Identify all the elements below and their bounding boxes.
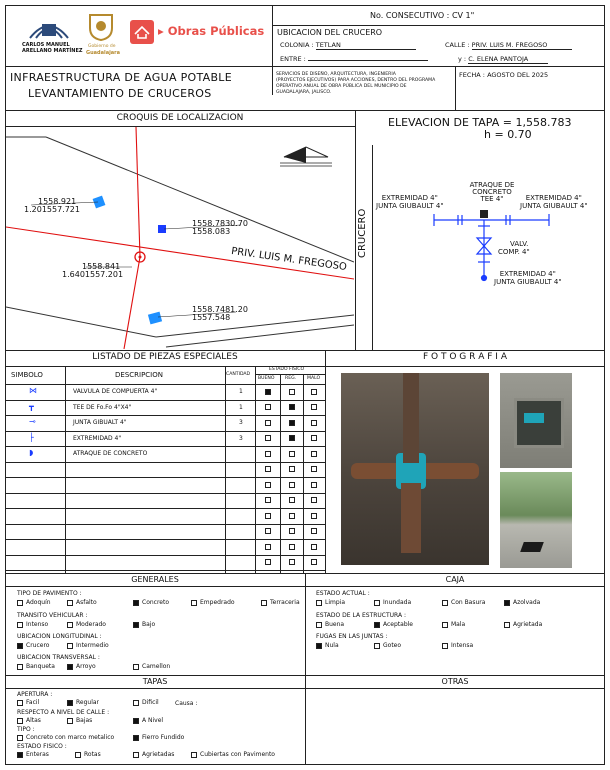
checkbox-icon[interactable] — [265, 543, 274, 550]
checkbox-icon[interactable] — [311, 497, 320, 504]
option-fierro-fundido[interactable]: Fierro Fundido — [133, 734, 184, 741]
nivel-label: RESPECTO A NIVEL DE CALLE : — [17, 709, 110, 716]
checkbox-icon[interactable] — [265, 419, 274, 426]
option-enteras[interactable]: Enteras — [17, 751, 49, 758]
checkbox-icon[interactable] — [374, 600, 380, 606]
option-banqueta[interactable]: Banqueta — [17, 663, 55, 670]
checkbox-icon[interactable] — [17, 735, 23, 741]
building-icon — [130, 20, 154, 44]
option-dificil[interactable]: Dificil — [133, 699, 159, 706]
bottom-label: EXTREMIDAD 4" JUNTA GIUBAULT 4" — [494, 270, 562, 286]
checkbox-icon[interactable] — [442, 600, 448, 606]
checkbox-icon[interactable] — [133, 664, 139, 670]
option-limpia[interactable]: Limpia — [316, 599, 345, 606]
checkbox-icon[interactable] — [289, 559, 298, 566]
pieza-cantidad: 1 — [239, 388, 243, 395]
checkbox-icon[interactable] — [265, 497, 274, 504]
photo-valve — [341, 373, 489, 565]
option-asfalto[interactable]: Asfalto — [67, 599, 97, 606]
checkbox-icon[interactable] — [133, 622, 139, 628]
option-intensa[interactable]: Intensa — [442, 642, 473, 649]
entre-field: ENTRE : — [280, 55, 428, 63]
photo-box — [500, 373, 572, 468]
checkbox-icon[interactable] — [311, 512, 320, 519]
cota-4: 1558.7481.20 1557.548 — [192, 305, 248, 322]
generales-title: GENERALES — [131, 575, 179, 584]
fecha: FECHA : AGOSTO DEL 2025 — [459, 71, 549, 79]
col-cantidad: CANTIDAD — [226, 372, 251, 377]
checkbox-icon[interactable] — [265, 559, 274, 566]
title-line2: LEVANTAMIENTO DE CRUCEROS — [28, 87, 212, 100]
checkbox-icon[interactable] — [265, 450, 274, 457]
causa-label: Causa : — [175, 700, 198, 707]
checkbox-icon[interactable] — [265, 466, 274, 473]
col-estado: ESTADO FISICO — [269, 367, 305, 372]
logo-carlos-line1: CARLOS MANUEL — [22, 42, 70, 48]
option-intenso[interactable]: Intenso — [17, 621, 48, 628]
option-cubiertas-con-pavimento[interactable]: Cubiertas con Pavimento — [191, 751, 275, 758]
checkbox-icon[interactable] — [133, 700, 139, 706]
estructura-label: ESTADO DE LA ESTRUCTURA : — [316, 612, 406, 619]
option-a-nivel[interactable]: A Nivel — [133, 717, 163, 724]
elevacion: ELEVACION DE TAPA = 1,558.783 h = 0.70 — [388, 116, 572, 141]
transito-label: TRANSITO VEHICULAR : — [17, 612, 88, 619]
croquis-title: CROQUIS DE LOCALIZACION — [116, 113, 244, 123]
checkbox-icon[interactable] — [289, 419, 298, 426]
checkbox-icon[interactable] — [75, 752, 81, 758]
pieza-cantidad: 3 — [239, 419, 243, 426]
thrust-block-icon: ◗ — [29, 448, 34, 457]
fugas-label: FUGAS EN LAS JUNTAS : — [316, 633, 388, 640]
pieza-cantidad: 3 — [239, 434, 243, 442]
actual-label: ESTADO ACTUAL : — [316, 590, 370, 597]
checkbox-icon[interactable] — [289, 497, 298, 504]
checkbox-icon[interactable] — [311, 404, 320, 411]
option-inundada[interactable]: Inundada — [374, 599, 411, 606]
piezas-table — [5, 366, 325, 573]
checkbox-icon[interactable] — [67, 700, 73, 706]
option-aceptable[interactable]: Aceptable — [374, 621, 413, 628]
apertura-label: APERTURA : — [17, 691, 53, 698]
checkbox-icon[interactable] — [311, 466, 320, 473]
checkbox-icon[interactable] — [67, 622, 73, 628]
crucero-label: CRUCERO — [357, 208, 368, 258]
option-regular[interactable]: Regular — [67, 699, 99, 706]
logo-guad-line1: Gobierno de — [88, 44, 116, 49]
checkbox-icon[interactable] — [17, 752, 23, 758]
street-label: PRIV. LUIS M. FREGOSO — [230, 246, 348, 274]
checkbox-icon[interactable] — [67, 718, 73, 724]
checkbox-icon[interactable] — [316, 600, 322, 606]
cota-2: 1558.7830.70 1558.083 — [192, 219, 248, 236]
ubicacion-label: UBICACION DEL CRUCERO — [277, 28, 383, 37]
checkbox-icon[interactable] — [191, 600, 197, 606]
checkbox-icon[interactable] — [17, 700, 23, 706]
checkbox-icon[interactable] — [311, 388, 320, 395]
option-crucero[interactable]: Crucero — [17, 642, 49, 649]
option-bajo[interactable]: Bajo — [133, 621, 155, 628]
checkbox-icon[interactable] — [504, 622, 510, 628]
checkbox-icon[interactable] — [311, 543, 320, 550]
checkbox-icon[interactable] — [17, 600, 23, 606]
option-altas[interactable]: Altas — [17, 717, 41, 724]
checkbox-icon[interactable] — [289, 543, 298, 550]
col-reg: REG. — [285, 376, 297, 381]
option-mala[interactable]: Mala — [442, 621, 465, 628]
checkbox-icon[interactable] — [17, 664, 23, 670]
option-terraceria[interactable]: Terraceria — [261, 599, 300, 606]
checkbox-icon[interactable] — [289, 435, 298, 442]
piezas-title: LISTADO DE PIEZAS ESPECIALES — [92, 352, 238, 362]
option-buena[interactable]: Buena — [316, 621, 344, 628]
checkbox-icon[interactable] — [17, 643, 23, 649]
atraque-icon — [480, 210, 488, 218]
checkbox-icon[interactable] — [311, 559, 320, 566]
checkbox-icon[interactable] — [374, 643, 380, 649]
option-bajas[interactable]: Bajas — [67, 717, 92, 724]
checkbox-icon[interactable] — [504, 600, 510, 606]
tee-symbol-icon: ┳ — [29, 401, 34, 411]
option-intermedio[interactable]: Intermedio — [67, 642, 109, 649]
pieza-descripcion: JUNTA GIBUALT 4" — [73, 419, 127, 426]
y-field: y : C. ELENA PANTOJA — [458, 55, 548, 64]
croquis-map — [6, 127, 354, 349]
checkbox-icon[interactable] — [133, 600, 139, 606]
cota-1: 1558.921 1.201557.721 — [24, 197, 80, 214]
checkbox-icon[interactable] — [265, 435, 274, 442]
checkbox-icon[interactable] — [133, 752, 139, 758]
checkbox-icon[interactable] — [289, 450, 298, 457]
right-label: EXTREMIDAD 4" JUNTA GIUBAULT 4" — [520, 194, 588, 210]
checkbox-icon[interactable] — [133, 735, 139, 741]
left-label: EXTREMIDAD 4" JUNTA GIUBAULT 4" — [376, 194, 444, 210]
option-empedrado[interactable]: Empedrado — [191, 599, 235, 606]
option-concreto-con-marco-metalico[interactable]: Concreto con marco metalico — [17, 734, 114, 741]
caja-title: CAJA — [445, 575, 465, 584]
joint-symbol-icon: ⊸ — [29, 417, 36, 426]
checkbox-icon[interactable] — [311, 528, 320, 535]
calle-field: CALLE : PRIV. LUIS M. FREGOSO — [445, 41, 572, 50]
fisico-label: ESTADO FISICO : — [17, 743, 67, 750]
photo-street — [500, 472, 572, 568]
col-bueno: BUENO — [258, 376, 275, 381]
option-azolvada[interactable]: Azolvada — [504, 599, 540, 606]
checkbox-icon[interactable] — [265, 528, 274, 535]
checkbox-icon[interactable] — [289, 404, 298, 411]
col-descripcion: DESCRIPCION — [115, 371, 163, 379]
obras-label: ▸ Obras Públicas — [158, 24, 265, 38]
checkbox-icon[interactable] — [265, 512, 274, 519]
checkbox-icon[interactable] — [442, 622, 448, 628]
checkbox-icon[interactable] — [133, 718, 139, 724]
pieza-descripcion: EXTREMIDAD 4" — [73, 434, 122, 442]
crest-icon — [22, 12, 76, 42]
logo-carlos-line2: ARELLANO MARTÍNEZ — [22, 48, 83, 54]
pieza-cantidad: 1 — [239, 403, 243, 411]
option-agrietada[interactable]: Agrietada — [504, 621, 542, 628]
option-agrietadas[interactable]: Agrietadas — [133, 751, 174, 758]
logo-guad-line2: Guadalajara — [86, 50, 121, 56]
checkbox-icon[interactable] — [261, 600, 267, 606]
checkbox-icon[interactable] — [289, 466, 298, 473]
option-rotas[interactable]: Rotas — [75, 751, 101, 758]
checkbox-icon[interactable] — [311, 481, 320, 488]
pavimento-label: TIPO DE PAVIMENTO : — [17, 590, 82, 597]
north-arrow-icon — [280, 147, 332, 166]
valve-symbol-icon: ⋈ — [29, 386, 37, 395]
pieza-descripcion: ATRAQUE DE CONCRETO — [73, 450, 148, 457]
checkbox-icon[interactable] — [67, 600, 73, 606]
checkbox-icon[interactable] — [311, 419, 320, 426]
checkbox-icon[interactable] — [442, 643, 448, 649]
fotografia-title: F O T O G R A F I A — [423, 352, 507, 362]
checkbox-icon[interactable] — [311, 450, 320, 457]
colonia-field: COLONIA : TETLAN — [280, 41, 416, 50]
option-adoquín[interactable]: Adoquín — [17, 599, 51, 606]
option-goteo[interactable]: Goteo — [374, 642, 401, 649]
checkbox-icon[interactable] — [311, 435, 320, 442]
option-con-basura[interactable]: Con Basura — [442, 599, 485, 606]
top-label: ATRAQUE DE CONCRETO TEE 4" — [469, 181, 515, 203]
pieza-descripcion: TEE DE Fo.Fo 4"X4" — [73, 403, 132, 411]
checkbox-icon[interactable] — [265, 404, 274, 411]
logo-guadalajara — [86, 12, 122, 58]
checkbox-icon[interactable] — [191, 752, 197, 758]
checkbox-icon[interactable] — [17, 718, 23, 724]
col-malo: MALO — [307, 376, 321, 381]
box-icon — [148, 312, 162, 325]
services-text: SERVICIOS DE DISEÑO, ARQUITECTURA, INGENIERIA (PROYECTOS EJECUTIVOS) PARA ACCIONES, DENTRO DEL PROGRAMA OPERATIVO ANUAL DE OBRA PÚBLICA DEL MUNICIPIO DE GUADALAJARA, JALISCO. — [276, 72, 436, 95]
checkbox-icon[interactable] — [289, 528, 298, 535]
valve-label: VALV. COMP. 4" — [498, 240, 530, 256]
longitudinal-label: UBICACION LONGITUDINAL : — [17, 633, 102, 640]
option-arroyo[interactable]: Arroyo — [67, 663, 96, 670]
checkbox-icon[interactable] — [17, 622, 23, 628]
checkbox-icon[interactable] — [289, 388, 298, 395]
cota-3: 1558.841 1.6401557.201 — [62, 262, 124, 279]
checkbox-icon[interactable] — [316, 622, 322, 628]
checkbox-icon[interactable] — [289, 481, 298, 488]
checkbox-icon[interactable] — [67, 643, 73, 649]
obras-logo — [130, 20, 270, 46]
checkbox-icon[interactable] — [316, 643, 322, 649]
title-line1: INFRAESTRUCTURA DE AGUA POTABLE — [10, 71, 232, 84]
option-nula[interactable]: Nula — [316, 642, 339, 649]
option-concreto[interactable]: Concreto — [133, 599, 169, 606]
pieza-descripcion: VALVULA DE COMPUERTA 4" — [73, 388, 158, 395]
tapas-title: TAPAS — [142, 677, 168, 686]
option-camellon[interactable]: Camellon — [133, 663, 170, 670]
consecutivo: No. CONSECUTIVO : CV 1" — [370, 11, 475, 20]
col-simbolo: SIMBOLO — [11, 371, 43, 379]
transversal-label: UBICACION TRANSVERSAL : — [17, 654, 100, 661]
checkbox-icon[interactable] — [374, 622, 380, 628]
logo-carlos — [22, 12, 83, 58]
option-facil[interactable]: Facil — [17, 699, 39, 706]
shield-icon — [86, 12, 116, 42]
checkbox-icon[interactable] — [67, 664, 73, 670]
otras-title: OTRAS — [441, 677, 469, 686]
tipo-label: TIPO : — [17, 726, 35, 733]
option-moderado[interactable]: Moderado — [67, 621, 106, 628]
checkbox-icon[interactable] — [265, 388, 274, 395]
checkbox-icon[interactable] — [289, 512, 298, 519]
checkbox-icon[interactable] — [265, 481, 274, 488]
extremity-symbol-icon: ├ — [29, 432, 34, 442]
